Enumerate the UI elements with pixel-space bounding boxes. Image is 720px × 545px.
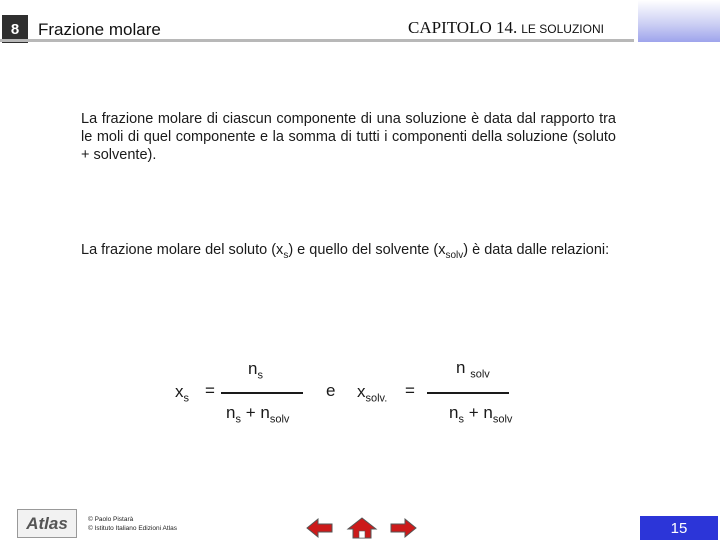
prev-button[interactable] <box>305 516 335 540</box>
home-icon <box>346 516 378 540</box>
chapter-heading <box>408 18 604 38</box>
fraction-line <box>221 392 303 394</box>
home-button[interactable] <box>346 516 378 540</box>
formula-numerator-solute: $n_s$ <box>248 359 263 382</box>
paragraph-text: ) è data dalle relazioni: <box>463 242 610 258</box>
credit-line: © Paolo Pistarà <box>88 516 134 523</box>
formula-lhs-solvent: $x_{solv.}$ <box>357 382 388 405</box>
formula-numerator-solvent: n $_{solv}$ <box>456 358 490 381</box>
chapter-subtitle: LE SOLUZIONI <box>521 22 604 36</box>
atlas-logo <box>17 509 77 538</box>
paragraph-text: ) e quello del solvente (x <box>288 242 446 258</box>
logo-text: Atlas <box>26 513 68 533</box>
formula-equals: = <box>205 381 215 400</box>
section-title: Frazione molare <box>38 20 161 39</box>
paragraph-text: La frazione molare del soluto (x <box>81 242 284 258</box>
credit-line: © Istituto Italiano Edizioni Atlas <box>88 525 177 532</box>
formula-denominator-solvent: $n_s + n_{solv}$ <box>449 403 513 426</box>
next-button[interactable] <box>388 516 418 540</box>
subscript: s <box>283 249 289 261</box>
subscript: solv <box>445 249 464 261</box>
credits <box>88 515 177 533</box>
formula-equals: = <box>405 381 415 400</box>
chapter-number: CAPITOLO 14. <box>408 18 518 37</box>
fraction-line <box>427 392 509 394</box>
paragraph-relations <box>81 241 616 265</box>
header-divider <box>0 39 634 42</box>
arrow-right-icon <box>388 516 418 540</box>
formula-lhs-solute: $x_s$ <box>175 382 189 405</box>
formula-connector: e <box>326 381 336 400</box>
formula-denominator-solute: $n_s + n_{solv}$ <box>226 403 290 426</box>
slide-number: 8 <box>2 15 28 43</box>
corner-decoration <box>638 0 720 42</box>
paragraph-intro: La frazione molare di ciascun componente di una soluzione è data dal rapporto tra le moli di quel componente e la somma di tutti i componenti della soluzione (soluto + solvente). <box>81 111 616 163</box>
page-number: 15 <box>640 516 718 540</box>
arrow-left-icon <box>305 516 335 540</box>
